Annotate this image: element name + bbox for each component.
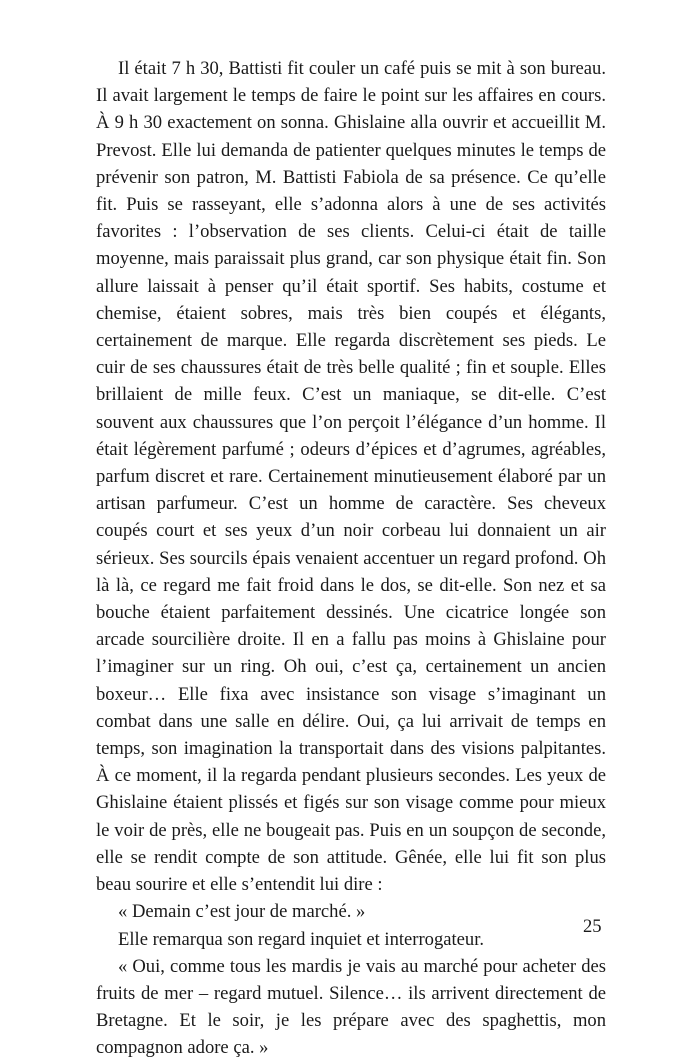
paragraph-remark: Elle remarqua son regard inquiet et interrogateur. [118, 928, 485, 950]
paragraph-dialogue-market: « Demain c’est jour de marché. » [118, 901, 366, 923]
paragraph-narration: Il était 7 h 30, Battisti fit couler un café puis se mit à son bureau. Il avait largement le temps de faire le point sur les affaires en cours. À 9 h 30 exactement on sonna. Ghislaine alla ouvrir et accueillit M. Prevost. Elle lui demanda de patienter quelques minutes le temps de prévenir son patron, M. Battisti Fabiola de sa présence. Ce qu’elle fit. Puis se rasseyant, elle s’adonna alors à une de ses activités favorites : l’observation de ses clients. Celui-ci était de taille moyenne, mais paraissait plus grand, car son physique était fin. Son allure laissait à penser qu’il était sportif. Ses habits, costume et chemise, étaient sobres, mais très bien coupés et élégants, certainement de marque. Elle regarda discrètement ses pieds. Le cuir de ses chaussures était de très belle qualité ; fin et souple. Elles brillaient de mille feux. C’est un maniaque, se dit-elle. C’est souvent aux chaussures que l’on perçoit l’élégance d’un homme. Il était légèrement parfumé ; odeurs d’épices et d’agrumes, agréables, parfum discret et rare. Certainement minutieusement élaboré par un artisan parfumeur. C’est un homme de caractère. Ses cheveux coupés court et ses yeux d’un noir corbeau lui donnaient un air sérieux. Ses sourcils épais venaient accentuer un regard profond. Oh là là, ce regard me fait froid dans le dos, se dit-elle. Son nez et sa bouche étaient parfaitement dessinés. Une cicatrice longée son arcade sourcilière droite. Il en a fallu pas moins à Ghislaine pour l’imaginer sur un ring. Oh oui, c’est ça, certainement un ancien boxeur… Elle fixa avec insistance son visage s’imaginant un combat dans une salle en délire. Oui, ça lui arrivait de temps en temps, son imagination la transportait dans des visions palpitantes. À ce moment, il la regarda pendant plusieurs secondes. Les yeux de Ghislaine étaient plissés et figés sur son visage comme pour mieux le voir de près, elle ne bougeait pas. Puis en un soupçon de seconde, elle se rendit compte de son attitude. Gênée, elle lui fit son plus beau sourire et elle s’entendit lui dire : [96, 58, 606, 896]
page-number: 25 [583, 916, 602, 937]
book-page-text [96, 55, 606, 1062]
paragraph-dialogue-seafood: « Oui, comme tous les mardis je vais au marché pour acheter des fruits de mer – regard mutuel. Silence… ils arrivent directement de Bretagne. Et le soir, je les prépare avec des spaghettis, mon compagnon adore ça. » [96, 955, 606, 1059]
